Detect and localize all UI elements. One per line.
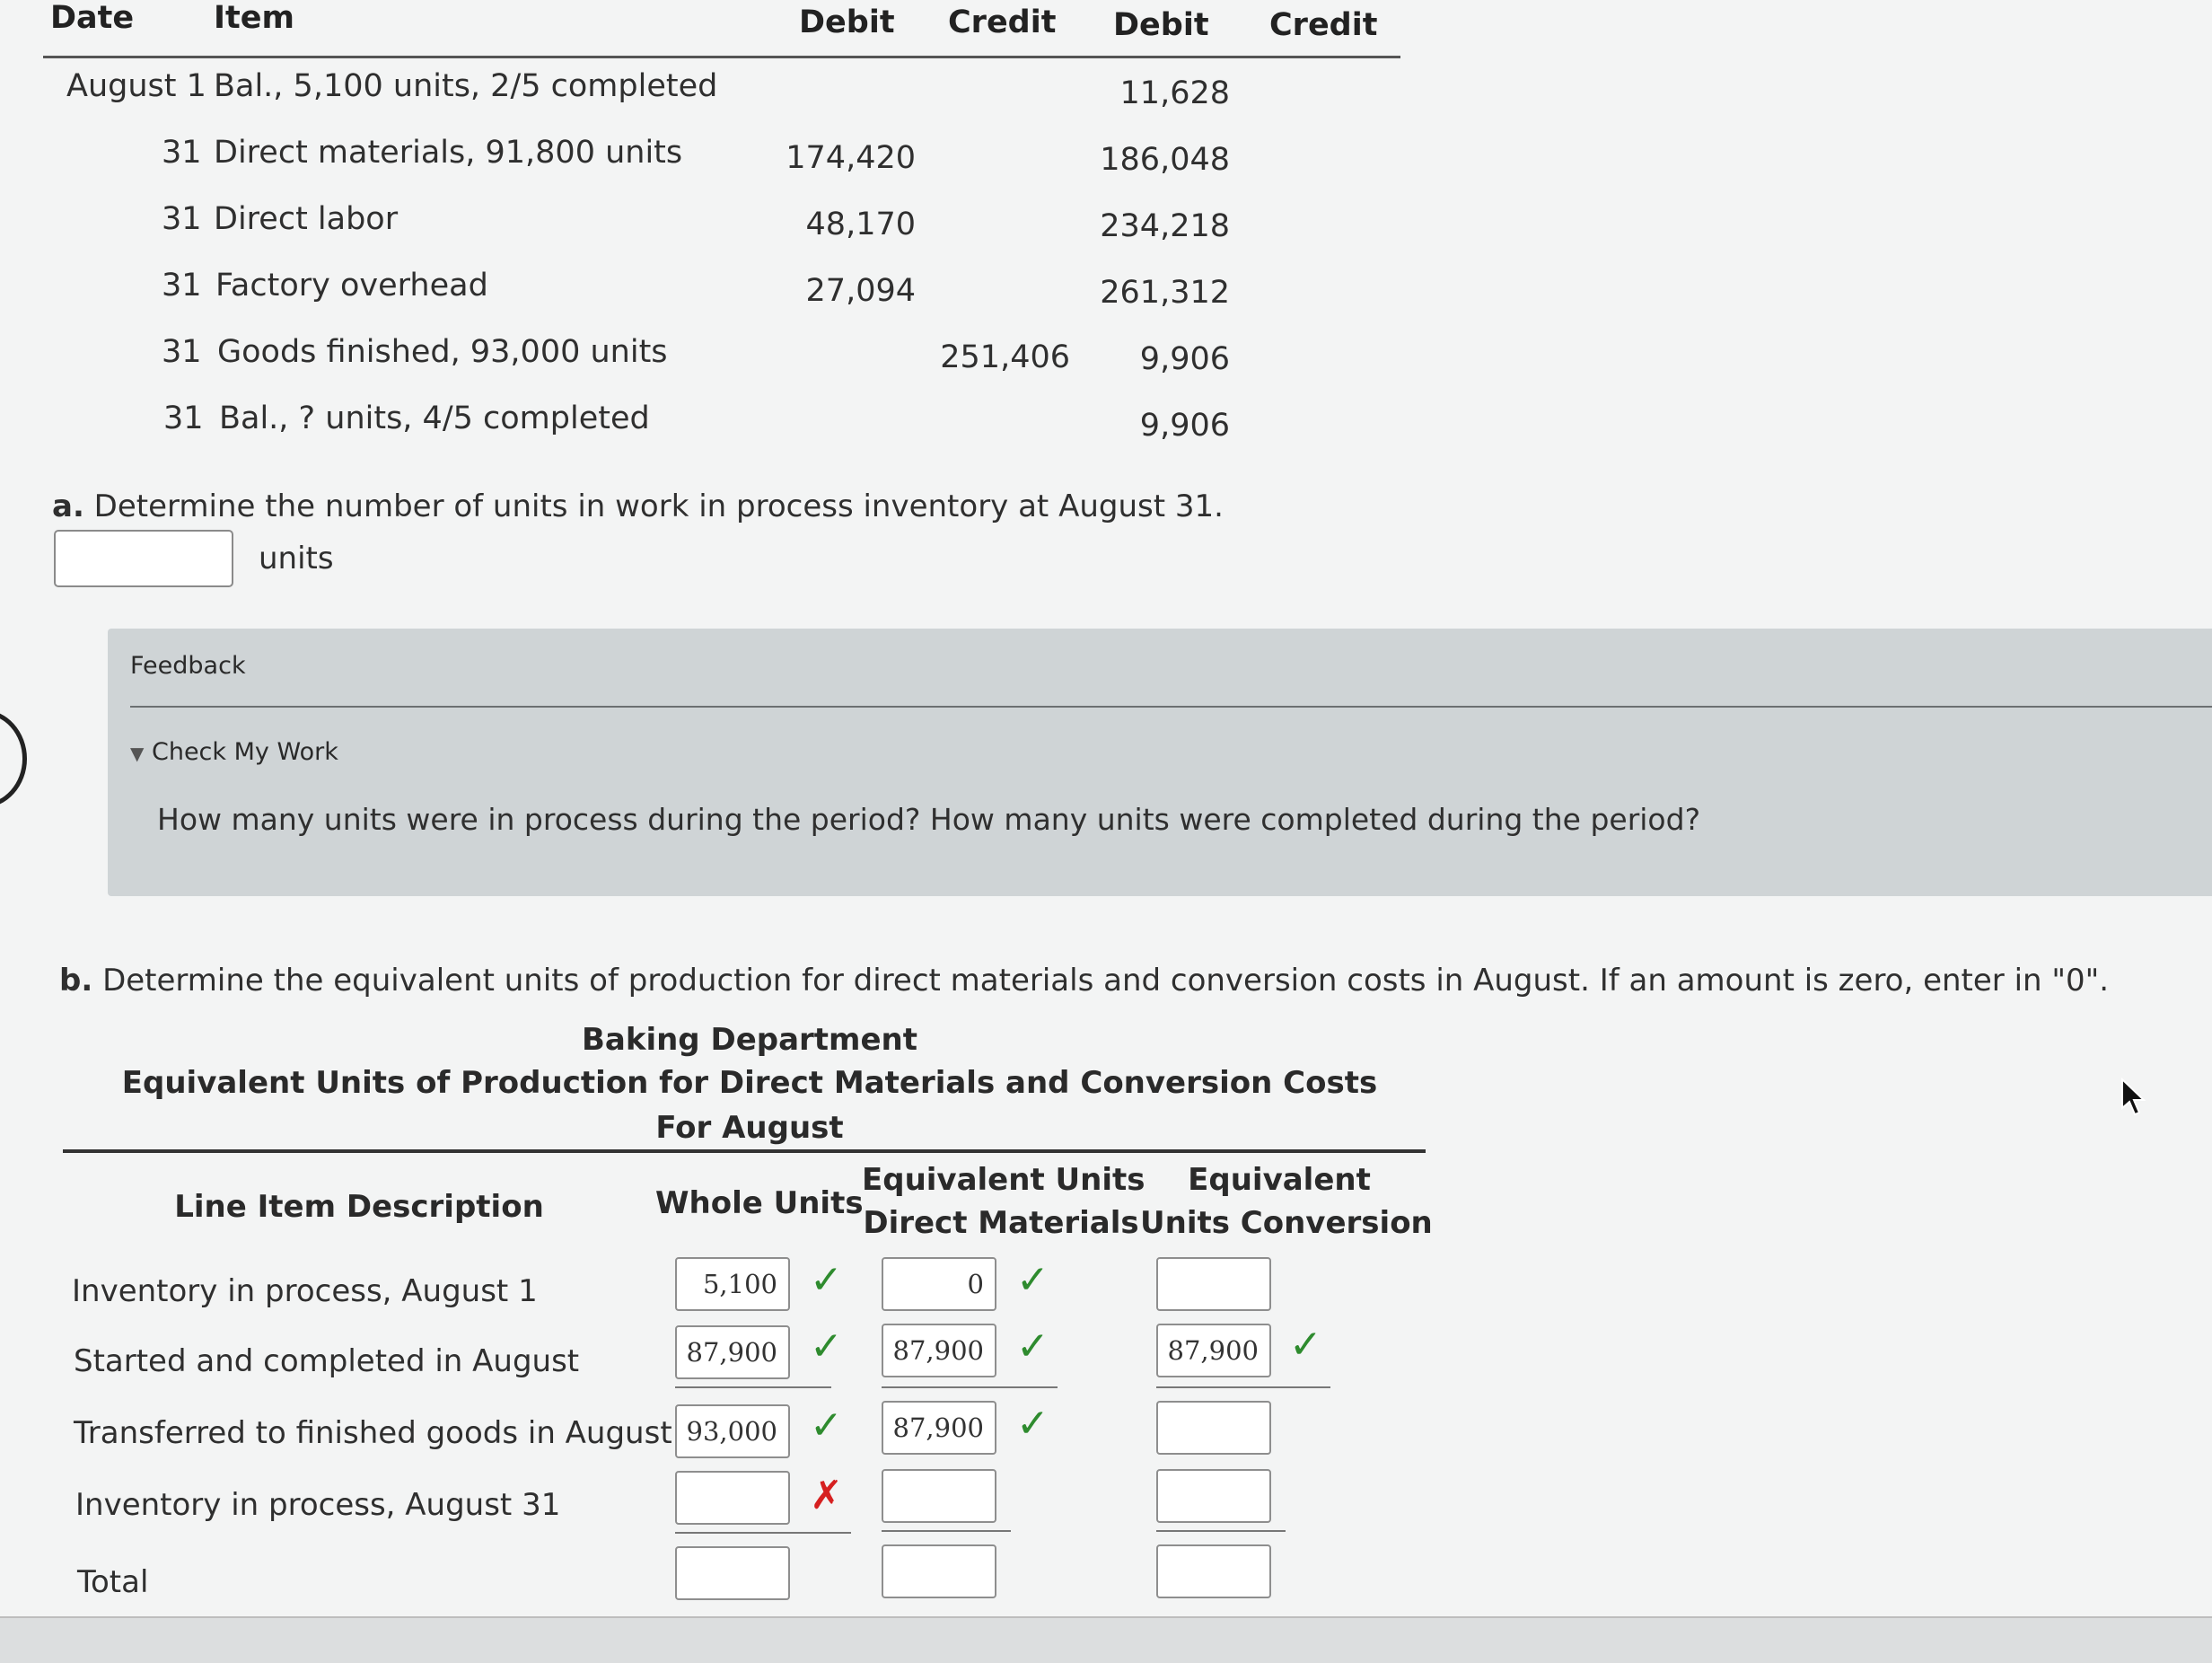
ledger-date: 31 (162, 135, 202, 171)
col-header-whole-units: Whole Units (655, 1185, 864, 1221)
ledger-debit: 48,170 (805, 207, 916, 242)
ledger-item: Bal., 5,100 units, 2/5 completed (214, 68, 718, 104)
col-header-conv-line1: Equivalent (1188, 1162, 1371, 1198)
dm-transferred-input[interactable]: 87,900 (882, 1401, 996, 1455)
part-b-letter: b. (59, 963, 93, 999)
correct-check-icon: ✓ (810, 1324, 843, 1369)
dm-started-input[interactable]: 87,900 (882, 1324, 996, 1377)
ledger-date: August 1 (66, 68, 206, 104)
whole-units-aug1-input[interactable]: 5,100 (675, 1257, 790, 1311)
ledger-credit: 251,406 (940, 339, 1070, 375)
row-label-total: Total (77, 1564, 149, 1600)
correct-check-icon: ✓ (1016, 1257, 1049, 1303)
report-period: For August (655, 1110, 844, 1146)
feedback-hint: How many units were in process during the period? How many units were completed during the period? (157, 802, 1701, 837)
col-header-description: Line Item Description (174, 1189, 544, 1225)
ledger-debit: 174,420 (786, 140, 916, 176)
ledger-header-debit: Debit (799, 4, 895, 40)
report-title-rule (63, 1149, 1426, 1153)
subtotal-rule (1156, 1386, 1330, 1388)
ledger-debit: 27,094 (805, 273, 916, 309)
row-label: Started and completed in August (74, 1343, 580, 1379)
mouse-cursor-icon (2120, 1078, 2147, 1121)
ledger-date: 31 (163, 400, 204, 436)
feedback-panel (108, 629, 2212, 896)
ledger-item: Factory overhead (215, 268, 488, 304)
subtotal-rule (675, 1532, 851, 1534)
ledger-date: 31 (162, 334, 202, 370)
part-b-question (59, 963, 2109, 999)
dm-aug31-input[interactable] (882, 1469, 996, 1523)
ledger-balance: 9,906 (1139, 341, 1230, 377)
ledger-date: 31 (162, 201, 202, 237)
whole-units-transferred-input[interactable]: 93,000 (675, 1404, 790, 1458)
subtotal-rule (675, 1386, 831, 1388)
ledger-header-date: Date (50, 0, 135, 36)
part-b-question-text: Determine the equivalent units of production for direct materials and conversion costs in August. If an amount is zero, enter in "0". (102, 963, 2110, 999)
ledger-balance: 9,906 (1139, 408, 1230, 444)
feedback-label: Feedback (130, 652, 246, 680)
whole-units-aug31-input[interactable] (675, 1471, 790, 1525)
incorrect-x-icon: ✗ (810, 1473, 843, 1518)
units-label: units (259, 541, 334, 576)
correct-check-icon: ✓ (810, 1257, 843, 1303)
ledger-item: Direct labor (214, 201, 399, 237)
ledger-balance: 234,218 (1100, 208, 1230, 244)
conversion-total-input[interactable] (1156, 1544, 1271, 1598)
subtotal-rule (1156, 1530, 1286, 1532)
wip-units-input[interactable] (54, 530, 233, 587)
check-my-work-label: Check My Work (151, 738, 338, 766)
ledger-item: Direct materials, 91,800 units (214, 135, 683, 171)
subtotal-rule (882, 1530, 1011, 1532)
part-a-question-text: Determine the number of units in work in process inventory at August 31. (93, 488, 1224, 524)
part-a-question (52, 488, 1224, 524)
col-header-dm-line1: Equivalent Units (862, 1162, 1146, 1198)
row-label: Inventory in process, August 1 (72, 1273, 538, 1309)
check-my-work-toggle[interactable] (130, 738, 338, 766)
col-header-conversion (1140, 1158, 1433, 1245)
triangle-down-icon: ▼ (130, 743, 145, 764)
ledger-item: Bal., ? units, 4/5 completed (219, 400, 650, 436)
subtotal-rule (882, 1386, 1058, 1388)
conversion-started-input[interactable]: 87,900 (1156, 1324, 1271, 1377)
ledger-balance: 186,048 (1100, 142, 1230, 178)
row-label: Transferred to finished goods in August (74, 1415, 672, 1451)
whole-units-started-input[interactable]: 87,900 (675, 1325, 790, 1379)
ledger-balance: 261,312 (1100, 275, 1230, 311)
nav-circle-edge[interactable] (0, 709, 27, 808)
correct-check-icon: ✓ (810, 1403, 843, 1448)
ledger-date: 31 (162, 268, 202, 304)
ledger-header-balance-credit: Credit (1269, 7, 1378, 43)
row-label: Inventory in process, August 31 (75, 1487, 561, 1523)
ledger-header-credit: Credit (948, 4, 1057, 40)
ledger-header-item: Item (214, 0, 294, 36)
ledger-header-balance-debit: Debit (1113, 7, 1209, 43)
ledger-item: Goods finished, 93,000 units (217, 334, 668, 370)
conversion-aug1-input[interactable] (1156, 1257, 1271, 1311)
ledger-balance: 11,628 (1119, 75, 1230, 111)
report-title: Equivalent Units of Production for Direct Materials and Conversion Costs (121, 1065, 1378, 1101)
whole-units-total-input[interactable] (675, 1546, 790, 1600)
part-a-letter: a. (52, 488, 84, 524)
conversion-transferred-input[interactable] (1156, 1401, 1271, 1455)
ledger-header-rule (43, 56, 1400, 58)
report-company-title: Baking Department (581, 1022, 918, 1058)
dm-total-input[interactable] (882, 1544, 996, 1598)
feedback-divider (130, 706, 2212, 708)
correct-check-icon: ✓ (1016, 1324, 1049, 1369)
bottom-bar (0, 1616, 2212, 1663)
correct-check-icon: ✓ (1016, 1401, 1049, 1447)
conversion-aug31-input[interactable] (1156, 1469, 1271, 1523)
col-header-conv-line2: Units Conversion (1140, 1205, 1433, 1241)
dm-aug1-input[interactable]: 0 (882, 1257, 996, 1311)
col-header-dm-line2: Direct Materials (863, 1205, 1139, 1241)
correct-check-icon: ✓ (1289, 1322, 1322, 1368)
col-header-direct-materials (862, 1158, 1146, 1245)
